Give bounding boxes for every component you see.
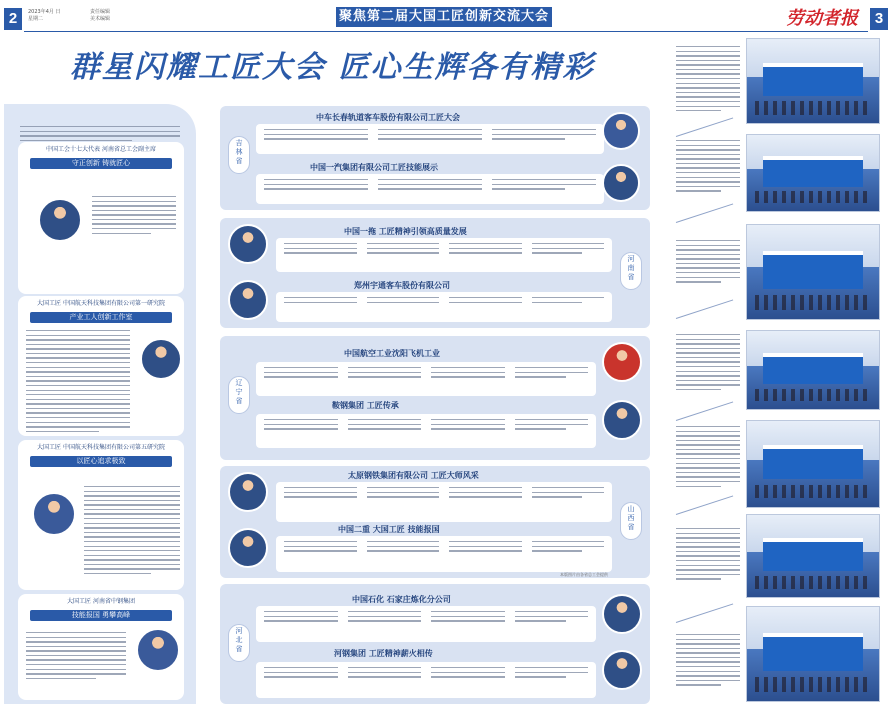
article-card bbox=[276, 292, 612, 322]
province-label: 山 西 省 bbox=[620, 502, 642, 540]
left-profile-column bbox=[4, 104, 196, 704]
portrait-photo bbox=[228, 280, 268, 320]
province-label: 河 北 省 bbox=[228, 624, 250, 662]
caption-divider bbox=[676, 401, 733, 420]
profile-headline: 守正创新 铸就匠心 bbox=[30, 158, 172, 169]
page-header bbox=[0, 0, 892, 34]
article-headline: 中国一汽集团有限公司工匠技能展示 bbox=[310, 163, 438, 172]
article-card bbox=[256, 414, 596, 448]
page-title: 群星闪耀工匠大会 匠心生辉各有精彩 bbox=[70, 50, 595, 85]
article-headline: 中国石化 石家庄炼化分公司 bbox=[352, 595, 451, 604]
photo-caption bbox=[676, 334, 740, 394]
portrait-photo bbox=[32, 492, 76, 536]
portrait-photo bbox=[602, 400, 642, 440]
photo-caption bbox=[676, 46, 740, 115]
exhibition-photo bbox=[746, 134, 880, 212]
profile-headline: 技能报国 勇攀高峰 bbox=[30, 610, 172, 621]
photo-caption bbox=[676, 240, 740, 286]
portrait-photo bbox=[602, 650, 642, 690]
article-headline: 鞍钢集团 工匠传承 bbox=[332, 401, 399, 410]
province-panel bbox=[220, 218, 650, 328]
article-card bbox=[256, 124, 604, 154]
caption-divider bbox=[676, 603, 733, 622]
profile-text bbox=[26, 330, 130, 435]
article-card bbox=[256, 606, 596, 642]
article-card bbox=[276, 238, 612, 272]
province-label: 辽 宁 省 bbox=[228, 376, 250, 414]
article-headline: 中国一拖 工匠精神引领高质量发展 bbox=[344, 227, 467, 236]
header-divider bbox=[24, 31, 868, 32]
exhibition-photo bbox=[746, 330, 880, 410]
portrait-photo bbox=[228, 472, 268, 512]
photo-caption bbox=[676, 140, 740, 195]
province-panel bbox=[220, 584, 650, 704]
province-label: 吉 林 省 bbox=[228, 136, 250, 174]
portrait-photo bbox=[602, 164, 640, 202]
profile-headline: 产业工人创新工作室 bbox=[30, 312, 172, 323]
section-banner: 聚焦第二届大国工匠创新交流大会 bbox=[336, 7, 552, 27]
province-panel bbox=[220, 466, 650, 578]
photo-caption bbox=[676, 528, 740, 583]
caption-divider bbox=[676, 203, 733, 222]
province-label: 河 南 省 bbox=[620, 252, 642, 290]
portrait-photo bbox=[602, 594, 642, 634]
article-card bbox=[256, 662, 596, 698]
issue-meta-left: 2023年4月 日 星期二 bbox=[28, 9, 61, 22]
article-headline: 河钢集团 工匠精神薪火相传 bbox=[334, 649, 433, 658]
photo-caption bbox=[676, 634, 740, 689]
page-number-right: 3 bbox=[870, 8, 888, 30]
newspaper-logo: 劳动者报 bbox=[786, 8, 858, 29]
photo-caption bbox=[676, 426, 740, 490]
portrait-photo bbox=[228, 528, 268, 568]
portrait-photo bbox=[602, 342, 642, 382]
profile-text bbox=[92, 196, 176, 237]
profile-tag: 大国工匠 河南省中钢集团 bbox=[67, 598, 135, 605]
caption-divider bbox=[676, 495, 733, 514]
article-headline: 中国二重 大国工匠 技能报国 bbox=[338, 525, 440, 534]
profile-text bbox=[84, 486, 180, 578]
article-headline: 太原钢铁集团有限公司 工匠大师风采 bbox=[348, 471, 479, 480]
portrait-photo bbox=[136, 628, 180, 672]
profile-tag: 大国工匠 中国航天科技集团有限公司第五研究院 bbox=[37, 444, 165, 451]
exhibition-photo bbox=[746, 38, 880, 124]
editor-meta: 责任编辑 美术编辑 bbox=[90, 9, 111, 22]
photo-credit: 本版图片由各省总工会提供 bbox=[560, 572, 608, 577]
exhibition-photo bbox=[746, 224, 880, 320]
portrait-photo bbox=[602, 112, 640, 150]
article-card bbox=[276, 482, 612, 522]
profile-card bbox=[18, 440, 184, 590]
profile-card bbox=[18, 296, 184, 436]
profile-text bbox=[26, 632, 126, 682]
profile-card bbox=[18, 594, 184, 700]
portrait-photo bbox=[228, 224, 268, 264]
province-panel bbox=[220, 106, 650, 210]
profile-headline: 以匠心追求极致 bbox=[30, 456, 172, 467]
profile-tag: 中国工会十七大代表 河南省总工会副主席 bbox=[46, 146, 156, 153]
article-card bbox=[256, 362, 596, 396]
exhibition-photo bbox=[746, 606, 880, 702]
exhibition-photo bbox=[746, 514, 880, 598]
article-headline: 中车长春轨道客车股份有限公司工匠大会 bbox=[316, 113, 460, 122]
caption-divider bbox=[676, 117, 733, 136]
caption-divider bbox=[676, 299, 733, 318]
article-card bbox=[276, 536, 612, 572]
profile-tag: 大国工匠 中国航天科技集团有限公司第一研究院 bbox=[37, 300, 165, 307]
page-number-left: 2 bbox=[4, 8, 22, 30]
exhibition-photo bbox=[746, 420, 880, 508]
province-panel bbox=[220, 336, 650, 460]
profile-card bbox=[18, 142, 184, 294]
article-headline: 中国航空工业沈阳飞机工业 bbox=[344, 349, 440, 358]
article-headline: 郑州宇通客车股份有限公司 bbox=[354, 281, 450, 290]
portrait-photo bbox=[38, 198, 82, 242]
portrait-photo bbox=[140, 338, 182, 380]
article-card bbox=[256, 174, 604, 204]
